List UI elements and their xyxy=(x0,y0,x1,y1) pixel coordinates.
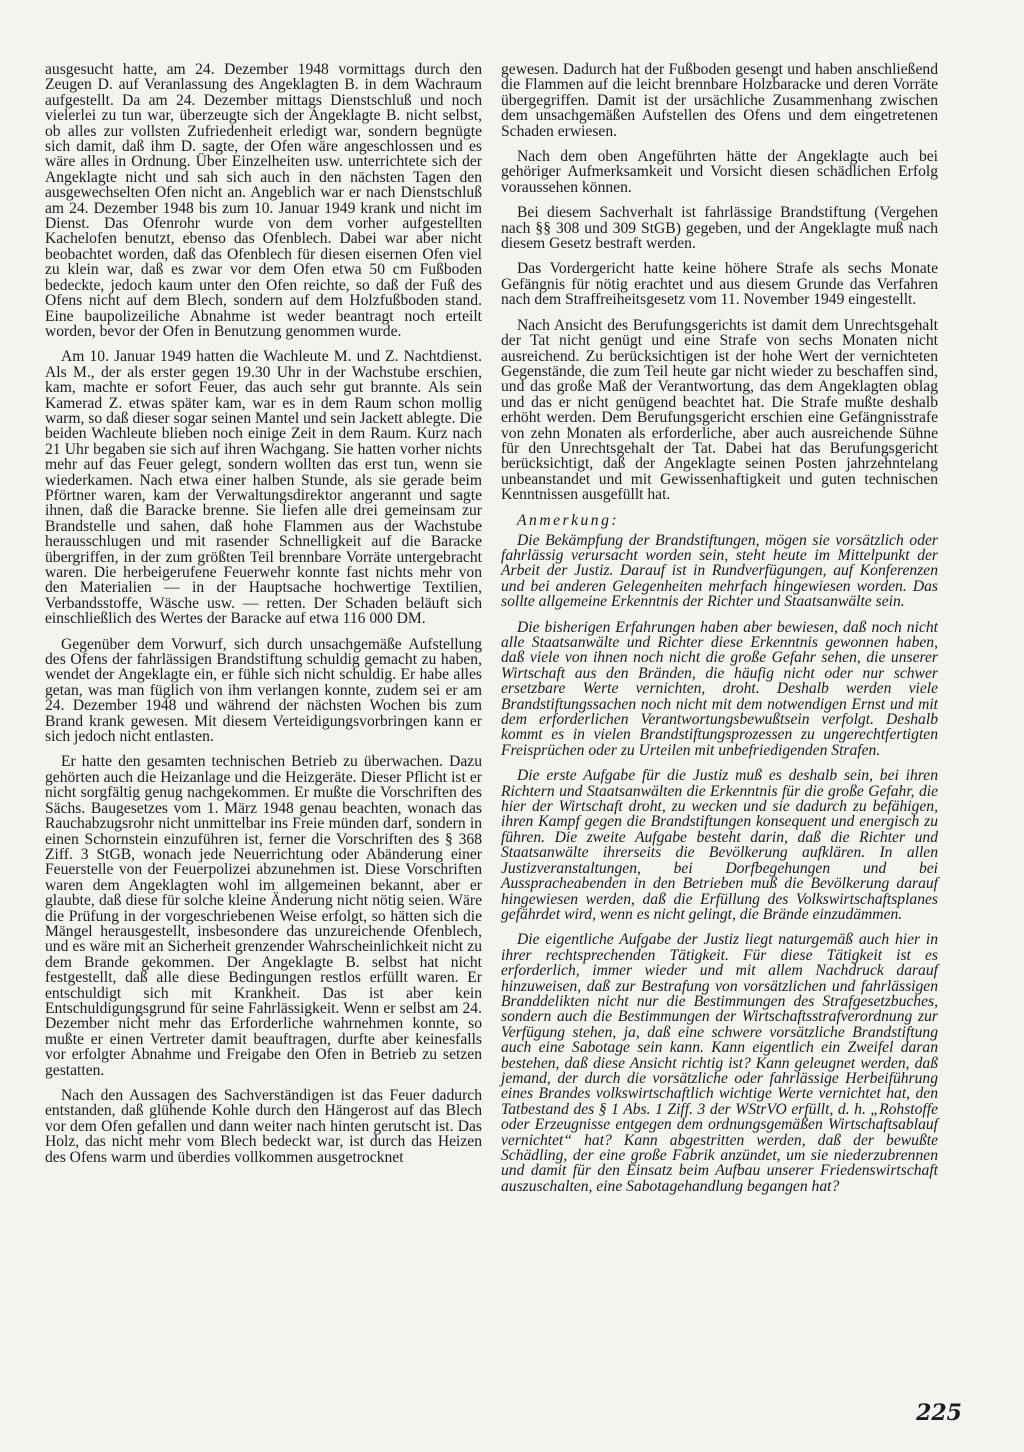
column-divider xyxy=(488,62,489,1392)
page-number: 225 xyxy=(916,1400,962,1426)
note-paragraph: Die eigentliche Aufgabe der Justiz liegt naturgemäß auch hier in ihrer rechtsprechenden Tätigkeit. Für diese Tätigkeit ist es erforderlich, immer wieder und mit allem Nachdruck darauf hinzuweisen, daß zur Bestrafung von vorsätzlichen und fahrlässigen Branddelikten nicht nur die Bestimmungen des Strafgesetzbuches, sondern auch die Bestimmungen der Wirtschaftsstrafverordnung zur Verfügung stehen, ja, daß eine schwere vorsätzliche Brandstiftung auch eine Sabotage sein kann. Kann eigentlich ein Zweifel daran bestehen, daß diese Ansicht richtig ist? Kann geleugnet werden, daß jemand, der durch die vorsätzliche oder fahrlässige Herbeiführung eines Brandes volkswirtschaftlich wichtige Werte vernichtet hat, den Tatbestand des § 1 Abs. 1 Ziff. 3 der WStrVO erfüllt, d. h. „Rohstoffe oder Erzeugnisse entgegen dem ordnungsgemäßen Wirtschaftsablauf vernichtet“ hat? Kann abgestritten werden, daß der bewußte Schädling, der eine große Fabrik anzündet, um sie niederzubrennen und damit für den Einsatz beim Aufbau unserer Friedenswirtschaft auszuschalten, eine Sabotagehandlung begangen hat? xyxy=(501,931,938,1195)
paragraph: Bei diesem Sachverhalt ist fahrlässige Brandstiftung (Vergehen nach §§ 308 und 309 StGB) gegeben, und der Angeklagte muß nach diesem Gesetz bestraft werden. xyxy=(501,204,938,253)
note-paragraph: Die Bekämpfung der Brandstiftungen, mögen sie vorsätzlich oder fahrlässig verursacht worden sein, steht heute im Mittelpunkt der Arbeit der Justiz. Darauf ist in Rundverfügungen, auf Konferenzen und bei anderen Gelegenheiten mehrfach hingewiesen worden. Das sollte allgemeine Erkenntnis der Richter und Staatsanwälte sein. xyxy=(501,531,938,611)
paragraph: ausgesucht hatte, am 24. Dezember 1948 vormittags durch den Zeugen D. auf Veranlassung des Angeklagten B. in dem Wachraum aufgestellt. Da am 24. Dezember mittags Dienstschluß und noch vielerlei zu tun war, überzeugte sich der Angeklagte B. nicht selbst, ob alles zur vollsten Zufriedenheit erledigt war, sondern begnügte sich damit, daß ihm D. sagte, der Ofen wäre angeschlossen und es wäre alles in Ordnung. Über Einzelheiten usw. unterrichtete sich der Angeklagte nicht und sah sich auch in den nächsten Tagen den ausgewechselten Ofen nicht an. Angeblich war er nach Dienstschluß am 24. Dezember 1948 bis zum 10. Januar 1949 krank und nicht im Dienst. Das Ofenrohr wurde von dem vorher aufgestellten Kachelofen benutzt, ebenso das Ofenblech. Dabei war aber nicht beobachtet worden, daß das Ofenblech für diesen eisernen Ofen viel zu klein war, daß es zwar vor dem Ofen etwa 50 cm Fußboden bedeckte, jedoch kaum unter den Ofen reichte, so daß der Fuß des Ofens nicht auf dem Blech, sondern auf dem Holzfußboden stand. Eine baupolizeiliche Abnahme ist weder beantragt noch erteilt worden, bevor der Ofen in Benutzung genommen wurde. xyxy=(45,61,482,340)
note-paragraph: Die bisherigen Erfahrungen haben aber bewiesen, daß noch nicht alle Staatsanwälte und Richter diese Erkenntnis gewonnen haben, daß viele von ihnen noch nicht die große Gefahr sehen, die unserer Wirtschaft aus den Bränden, die häufig nicht oder nur schwer ersetzbare Werte vernichten, droht. Deshalb werden viele Brandstiftungssachen noch nicht mit dem notwendigen Ernst und mit dem erforderlichen Verantwortungsbewußtsein verfolgt. Deshalb kommt es in vielen Brandstiftungsprozessen zu ungerechtfertigten Freisprüchen oder zu Urteilen mit unbefriedigenden Strafen. xyxy=(501,618,938,759)
paragraph: gewesen. Dadurch hat der Fußboden gesengt und haben anschließend die Flammen auf die leicht brennbare Holzbaracke und deren Vorräte übergegriffen. Damit ist der ursächliche Zusammenhang zwischen dem unsachgemäßen Aufstellen des Ofens und dem eingetretenen Schaden erwiesen. xyxy=(501,61,938,140)
right-column xyxy=(501,62,938,1204)
paragraph: Gegenüber dem Vorwurf, sich durch unsachgemäße Aufstellung des Ofens der fahrlässigen Brandstiftung schuldig gemacht zu haben, wendet der Angeklagte ein, er fühle sich nicht schuldig. Er habe alles getan, was man füglich von ihm verlangen konnte, zudem sei er am 24. Dezember 1948 und während der nächsten Wochen bis zum Brand krank gewesen. Mit diesem Verteidigungsvorbringen kann er sich jedoch nicht entlasten. xyxy=(45,635,482,746)
paragraph: Nach Ansicht des Berufungsgerichts ist damit dem Unrechtsgehalt der Tat nicht genügt und eine Strafe von sechs Monaten nicht ausreichend. Zu berücksichtigen ist der hohe Wert der vernichteten Gegenstände, die zum Teil heute gar nicht wieder zu beschaffen sind, und das große Maß der Verantwortung, das dem Angeklagten oblag und das er nicht genügend beachtet hat. Die Strafe mußte deshalb erhöht werden. Dem Berufungsgericht erschien eine Gefängnisstrafe von zehn Monaten als erforderliche, aber auch ausreichende Sühne für den Unrechtsgehalt der Tat. Dabei hat das Berufungsgericht berücksichtigt, daß der Angeklagte seinen Posten jahrzehntelang unbeanstandet und mit Gewissenhaftigkeit und guten technischen Kenntnissen ausgefüllt hat. xyxy=(501,316,938,504)
paragraph: Er hatte den gesamten technischen Betrieb zu überwachen. Dazu gehörten auch die Heizanlage und die Heizgeräte. Dieser Pflicht ist er nicht sorgfältig genug nachgekommen. Er mußte die Vorschriften des Sächs. Baugesetzes vom 1. März 1948 genau beachten, wonach das Rauchabzugsrohr nicht unmittelbar ins Freie münden darf, sondern in einen Schornstein einzuführen ist, ferner die Vorschriften des § 368 Ziff. 3 StGB, wonach jede Neuerrichtung oder Abänderung einer Feuerstelle von der Feuerpolizei abzunehmen ist. Diese Vorschriften waren dem Angeklagten wohl im allgemeinen bekannt, aber er glaubte, daß diese für solche kleine Änderung nicht nötig seien. Wäre die Prüfung in der vorgeschriebenen Weise erfolgt, so hätten sich die Mängel herausgestellt, insbesondere das unzureichende Ofenblech, und es wäre mit an Sicherheit grenzender Wahrscheinlichkeit nicht zu dem Brande gekommen. Der Angeklagte B. selbst hat nicht festgestellt, daß alle diese Bedingungen restlos erfüllt waren. Er entschuldigt sich mit Krankheit. Das ist aber kein Entschuldigungsgrund für seine Fahrlässigkeit. Wenn er selbst am 24. Dezember nicht mehr das Erforderliche wahrnehmen konnte, so mußte er einen Vertreter damit beauftragen, durfte aber keinesfalls vor erfolgter Abnahme und Freigabe den Ofen in Betrieb zu setzen gestatten. xyxy=(45,753,482,1079)
note-paragraph: Die erste Aufgabe für die Justiz muß es deshalb sein, bei ihren Richtern und Staatsanwälten die Erkenntnis für die große Gefahr, die hier der Wirtschaft droht, zu wecken und sie dadurch zu befähigen, ihren Kampf gegen die Brandstiftungen konsequent und energisch zu führen. Die zweite Aufgabe besteht darin, daß die Richter und Staatsanwälte ihrerseits die Bevölkerung aufklären. In allen Justizveranstaltungen, bei Dorfbegehungen und bei Ausspracheabenden in den Betrieben muß die Bevölkerung darauf hingewiesen werden, daß die Erfüllung des Volkswirtschaftsplanes gefährdet wird, wenn es nicht gelingt, die Brände einzudämmen. xyxy=(501,767,938,923)
paragraph: Am 10. Januar 1949 hatten die Wachleute M. und Z. Nachtdienst. Als M., der als erster gegen 19.30 Uhr in der Wachstube erschien, kam, machte er sofort Feuer, das auch sehr gut brannte. Als sein Kamerad Z. etwas später kam, war es in dem Raum schon mollig warm, so daß dieser sogar seinen Mantel und sein Jackett ablegte. Die beiden Wachleute blieben noch einige Zeit in dem Raum. Kurz nach 21 Uhr begaben sie sich auf ihren Wachgang. Sie hatten vorher nichts mehr auf das Feuer gelegt, sondern wollten das erst tun, wenn sie wiederkamen. Nach etwa einer halben Stunde, als sie gerade beim Pförtner waren, kam der Verwaltungsdirektor angerannt und sagte ihnen, daß die Baracke brenne. Sie liefen alle drei gemeinsam zur Brandstelle und sahen, daß hohe Flammen aus der Wachstube herausschlugen und mit rasender Schnelligkeit auf die Baracke übergriffen, in der zum größten Teil brennbare Vorräte untergebracht waren. Die herbeigerufene Feuerwehr konnte fast nichts mehr von den Materialien — in der Hauptsache hochwertige Textilien, Verbandsstoffe, Wäsche usw. — retten. Der Schaden beläuft sich einschließlich des Wertes der Baracke auf etwa 116 000 DM. xyxy=(45,348,482,628)
paragraph: Das Vordergericht hatte keine höhere Strafe als sechs Monate Gefängnis für nötig erachtet und aus diesem Grunde das Verfahren nach dem Straffreiheitsgesetz vom 11. November 1949 eingestellt. xyxy=(501,260,938,309)
left-column xyxy=(45,62,482,1175)
paragraph: Nach dem oben Angeführten hätte der Angeklagte auch bei gehöriger Aufmerksamkeit und Vorsicht diesen schädlichen Erfolg voraussehen können. xyxy=(501,148,938,196)
note-heading: Anmerkung: xyxy=(517,511,620,529)
paragraph: Nach den Aussagen des Sachverständigen ist das Feuer dadurch entstanden, daß glühende Kohle durch den Hängerost auf das Blech vor dem Ofen gefallen und dann weiter nach hinten gerutscht ist. Das Holz, das nicht mehr vom Blech bedeckt war, ist durch das Heizen des Ofens warm und überdies vollkommen ausgetrocknet xyxy=(45,1087,482,1166)
